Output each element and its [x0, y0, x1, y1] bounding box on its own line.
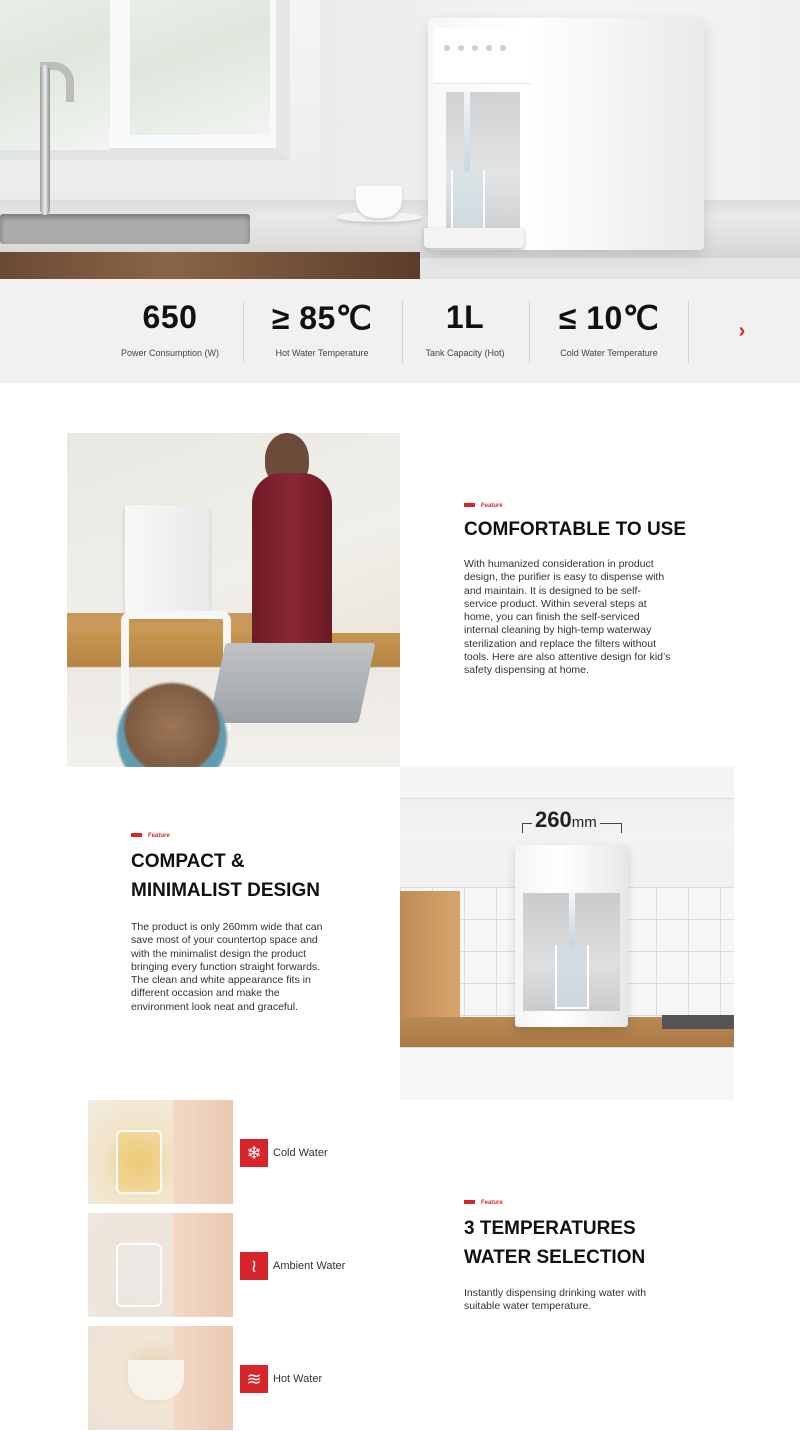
spec-divider: [688, 301, 689, 363]
dimension-label: 260mm: [532, 807, 600, 833]
spec-label: Hot Water Temperature: [275, 348, 369, 358]
hero-image: [0, 0, 800, 279]
spec-tank: [400, 279, 530, 383]
spec-value: 1L: [445, 299, 485, 335]
ambient-water-photo: [88, 1213, 233, 1317]
feature-title: COMFORTABLE TO USE: [464, 519, 687, 540]
spec-value: ≤ 10℃: [558, 300, 660, 336]
spec-label: Tank Capacity (Hot): [425, 348, 505, 358]
spec-label: Power Consumption (W): [120, 348, 220, 358]
spec-power: [100, 279, 240, 383]
spec-divider: [529, 301, 530, 363]
temp-label-hot: Hot Water: [273, 1373, 323, 1385]
feature-body: The product is only 260mm wide that can save most of your countertop space and with the minimalist design the product bringing every function straight forwards. The clean and white appearance fits in different occasion and make the environment look neat and graceful.: [131, 921, 323, 1013]
temp-label-cold: Cold Water: [273, 1147, 328, 1159]
snowflake-icon: ❄: [240, 1139, 268, 1167]
steam-icon: ≋: [240, 1365, 268, 1393]
spec-hot-temp: [252, 279, 392, 383]
feature-body: Instantly dispensing drinking water with suitable water temperature.: [464, 1287, 647, 1313]
spec-bar: [0, 279, 800, 383]
spec-divider: [243, 301, 244, 363]
feature-photo-family: [67, 433, 400, 767]
feature-body: With humanized consideration in product design, the purifier is easy to dispense with and maintain. It is designed to be self-service product. Within several steps at home, you can finish the self-serviced internal cleaning by high-temp waterway sterilization and replace the filters without tools. Here are also attentive design for kid’s safety dispensing at home.: [464, 558, 671, 677]
feature-tag: Feature: [464, 503, 503, 509]
cold-water-photo: [88, 1100, 233, 1204]
next-arrow-button[interactable]: [728, 317, 756, 345]
wave-icon: ≀: [240, 1252, 268, 1280]
feature-tag: Feature: [464, 1200, 503, 1206]
chevron-right-icon: ›: [738, 320, 746, 342]
feature-photo-compact: [400, 767, 734, 1100]
temp-label-ambient: Ambient Water: [273, 1260, 346, 1272]
water-glass: [451, 170, 485, 234]
faucet: [40, 65, 50, 215]
feature-title: 3 TEMPERATURES WATER SELECTION: [464, 1218, 646, 1268]
spec-value: ≥ 85℃: [271, 300, 373, 336]
spec-label: Cold Water Temperature: [560, 348, 658, 358]
spec-value: 650: [142, 299, 198, 335]
feature-title: COMPACT & MINIMALIST DESIGN: [131, 851, 320, 901]
coffee-cup: [356, 186, 402, 218]
hot-water-photo: [88, 1326, 233, 1430]
spec-cold-temp: [538, 279, 680, 383]
feature-tag: Feature: [131, 833, 170, 839]
